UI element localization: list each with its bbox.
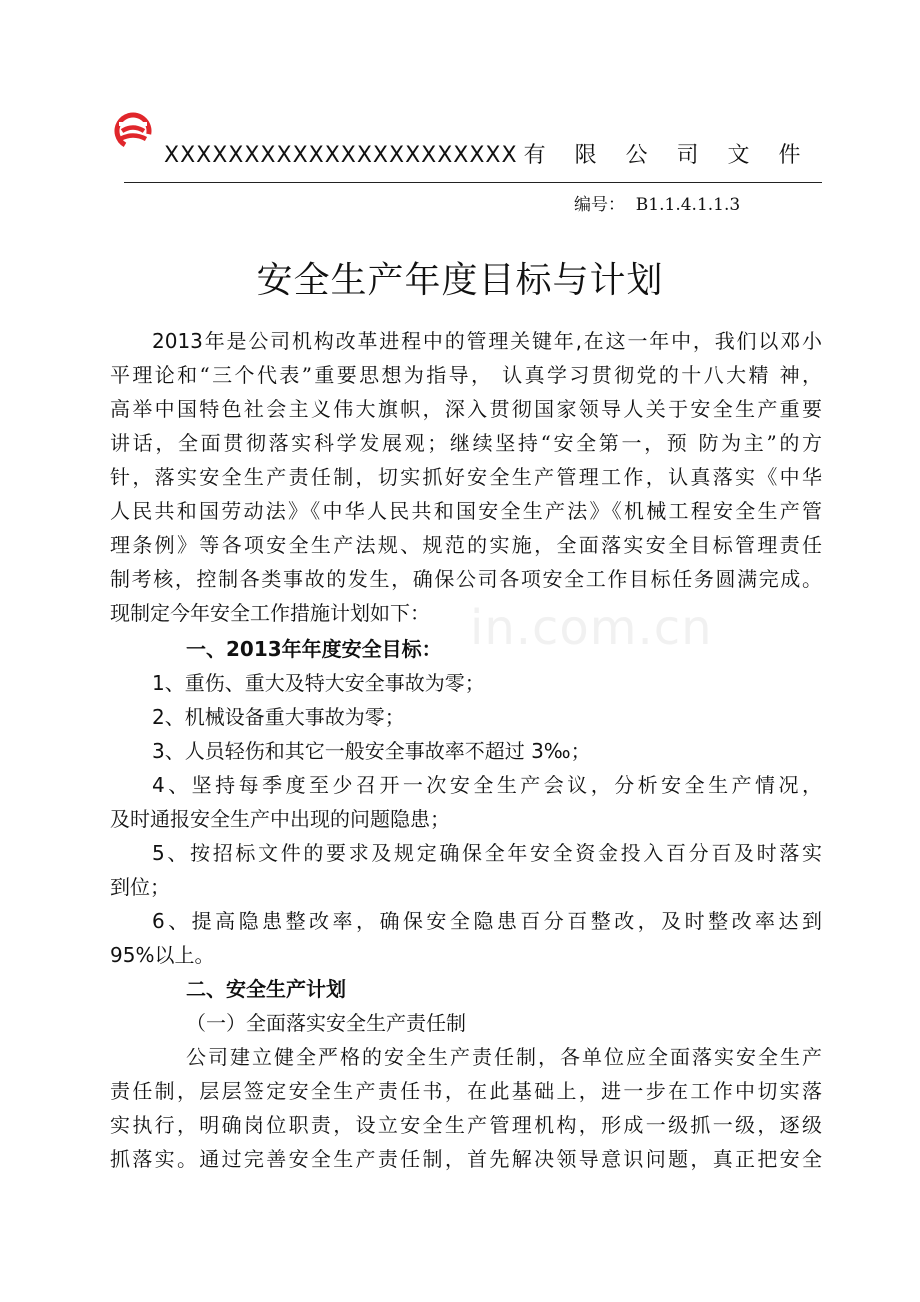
body-line: 针，落实安全生产责任制，切实抓好安全生产管理工作，认真落实《中华 [110,465,822,489]
body-line: 制考核，控制各类事故的发生，确保公司各项安全工作目标任务圆满完成。 [110,567,822,591]
header-divider [124,182,822,183]
goal-item-continued: 95%以上。 [110,943,215,967]
goal-item: 4、坚持每季度至少召开一次安全生产会议，分析安全生产情况， [152,773,822,797]
goal-item: 1、重伤、重大及特大安全事故为零； [152,671,485,695]
body-line: 2013年是公司机构改革进程中的管理关键年,在这一年中，我们以邓小 [152,329,822,353]
body-line: 公司建立健全严格的安全生产责任制，各单位应全面落实安全生产 [186,1045,822,1069]
goal-item-continued: 及时通报安全生产中出现的问题隐患； [110,807,450,831]
body-line: 平理论和“三个代表”重要思想为指导， 认真学习贯彻党的十八大精 神， [110,363,822,387]
goal-item-continued: 到位； [110,875,170,899]
company-suffix: 有 限 公 司 文 件 [523,143,812,168]
document-title: 安全生产年度目标与计划 [256,260,664,301]
company-name: XXXXXXXXXXXXXXXXXXXXXX [164,143,518,168]
body-line: 现制定今年安全工作措施计划如下： [110,601,430,625]
body-line: 理条例》等各项安全生产法规、规范的实施，全面落实安全目标管理责任 [110,533,822,557]
body-line: 抓落实。通过完善安全生产责任制，首先解决领导意识问题，真正把安全 [110,1147,822,1171]
company-header [164,138,812,169]
watermark: in.com.cn [470,600,713,656]
body-line: 人民共和国劳动法》《中华人民共和国安全生产法》《机械工程安全生产管 [110,499,822,523]
section-heading: 一、2013年年度安全目标： [186,637,442,661]
body-line: 高举中国特色社会主义伟大旗帜，深入贯彻国家领导人关于安全生产重要 [110,397,822,421]
goal-item: 3、人员轻伤和其它一般安全事故率不超过 3‰； [152,739,591,763]
subsection-heading: （一）全面落实安全生产责任制 [186,1011,466,1035]
body-line: 实执行，明确岗位职责，设立安全生产管理机构，形成一级抓一级，逐级 [110,1113,822,1137]
document-number: 编号： B1.1.4.1.1.3 [574,195,741,215]
body-line: 责任制，层层签定安全生产责任书，在此基础上，进一步在工作中切实落 [110,1079,822,1103]
section-heading: 二、安全生产计划 [186,977,346,1001]
goal-item: 2、机械设备重大事故为零； [152,705,405,729]
goal-item: 6、提高隐患整改率，确保安全隐患百分百整改，及时整改率达到 [152,909,822,933]
company-logo-icon [112,110,154,152]
goal-item: 5、按招标文件的要求及规定确保全年安全资金投入百分百及时落实 [152,841,822,865]
body-line: 讲话，全面贯彻落实科学发展观；继续坚持“安全第一，预 防为主”的方 [110,431,822,455]
